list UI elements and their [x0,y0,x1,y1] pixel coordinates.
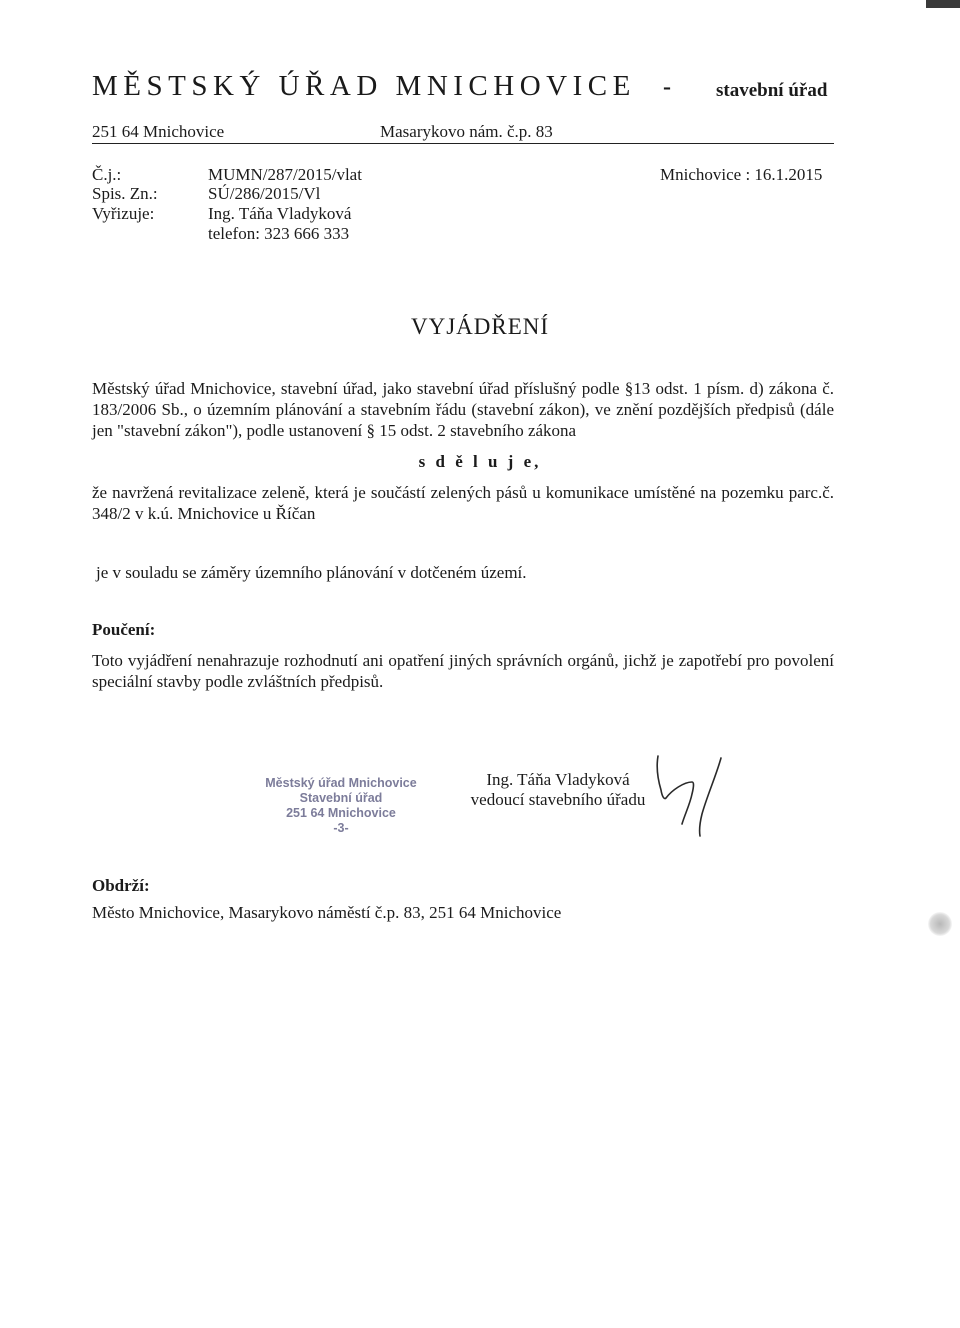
address-postcode: 251 64 Mnichovice [92,122,225,141]
scan-blot [928,912,952,936]
address-street: Masarykovo nám. č.p. 83 [380,122,553,141]
stamp-line-3: 251 64 Mnichovice [286,806,396,820]
cj-value: MUMN/287/2015/vlat [208,165,362,184]
statement-paragraph: že navržená revitalizace zeleně, která je součástí zelených pásů u komunikace umístěné na pozemku parc.č. 348/2 v k.ú. Mnichovice u Říčan [92,483,834,523]
vyrizuje-value: Ing. Táňa Vladyková [208,204,352,223]
office-name: MĚSTSKÝ ÚŘAD MNICHOVICE [92,70,636,102]
obdrzi-paragraph: Město Mnichovice, Masarykovo náměstí č.p. 83, 251 64 Mnichovice [92,903,562,922]
sdeluje-heading: s d ě l u j e, [418,452,542,471]
spis-value: SÚ/286/2015/Vl [208,184,321,203]
pouceni-paragraph: Toto vyjádření nenahrazuje rozhodnutí ani opatření jiných správních orgánů, jichž je zapotřebí pro povolení speciální stavby podle zvláštních předpisů. [92,651,834,691]
stamp-line-1: Městský úřad Mnichovice [265,776,417,790]
pouceni-heading: Poučení: [92,620,156,639]
handwritten-signature [652,752,742,842]
stamp-line-4: -3- [333,821,349,835]
department-name: stavební úřad [716,80,828,101]
document-title: VYJÁDŘENÍ [410,314,550,339]
cj-label: Č.j.: [92,165,122,184]
signer-name: Ing. Táňa Vladyková [486,770,630,789]
vyrizuje-label: Vyřizuje: [92,204,155,223]
header-rule [92,143,834,144]
conclusion-paragraph: je v souladu se záměry územního plánování v dotčeném území. [96,563,527,582]
signer-role: vedoucí stavebního úřadu [470,790,646,809]
place-date: Mnichovice : 16.1.2015 [660,165,823,184]
obdrzi-heading: Obdrží: [92,876,150,895]
spis-label: Spis. Zn.: [92,184,158,203]
stamp-line-2: Stavební úřad [299,791,383,805]
office-stamp [236,776,446,836]
header-dash: - [663,74,671,100]
signer-block [458,770,658,810]
scan-corner-mark [926,0,960,8]
telefon: telefon: 323 666 333 [208,224,350,243]
intro-paragraph: Městský úřad Mnichovice, stavební úřad, jako stavební úřad příslušný podle §13 odst. 1 písm. d) zákona č. 183/2006 Sb., o územním plánování a stavebním řádu (stavební zákon), ve znění pozdějších předpisů (dále jen "stavební zákon"), podle ustanovení § 15 odst. 2 stavebního zákona [92,379,834,440]
